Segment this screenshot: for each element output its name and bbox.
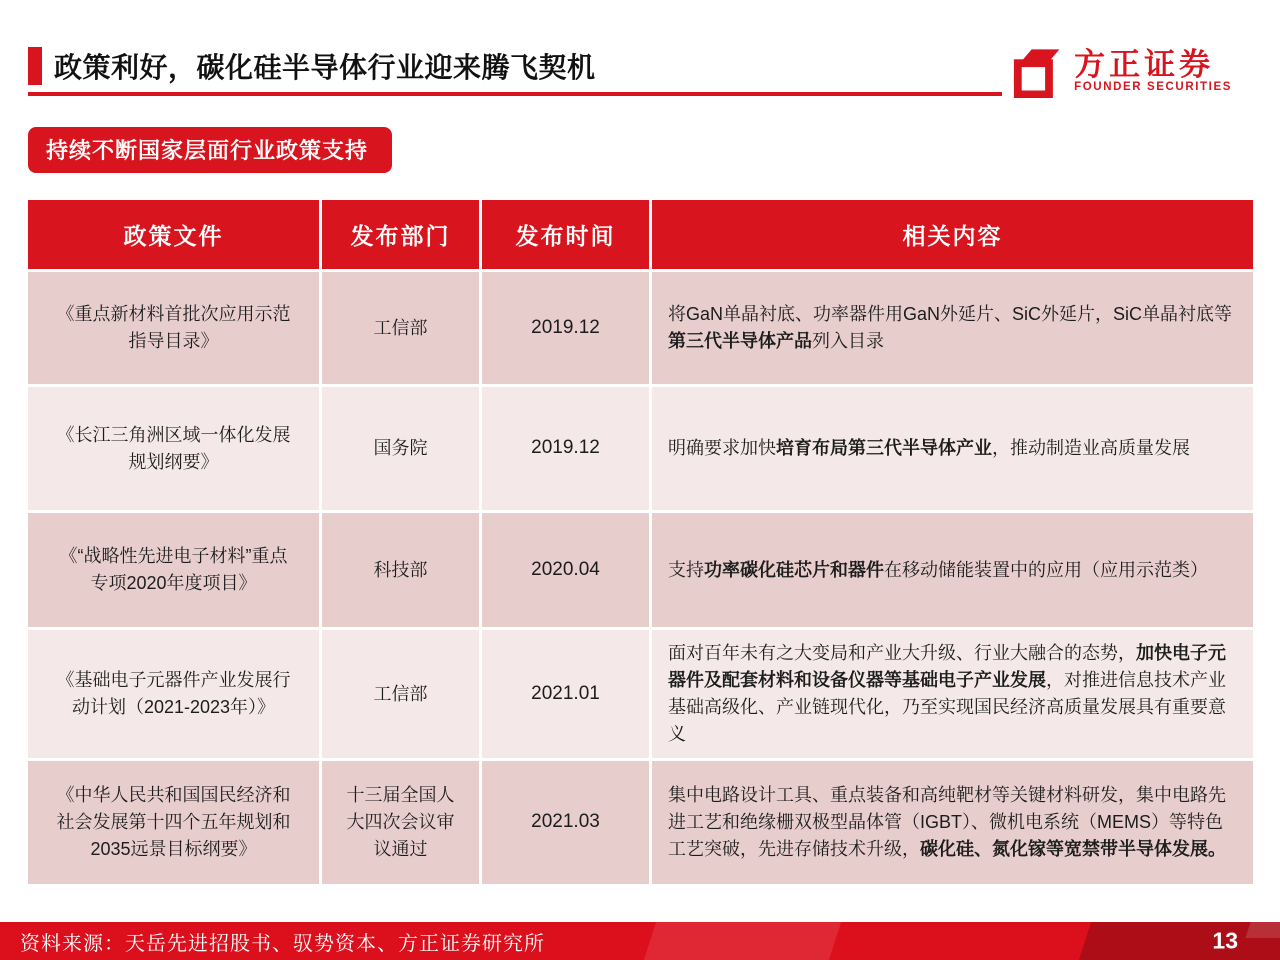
logo-cn-text: 方正证券: [1074, 46, 1215, 82]
content-segment: 明确要求加快: [668, 438, 776, 458]
department-cell: 工信部: [322, 272, 482, 387]
footer-bar: [0, 922, 1280, 960]
department-cell: 十三届全国人大四次会议审议通过: [322, 761, 482, 887]
content-cell: [652, 272, 1253, 387]
content-segment: 加快电子元器件及配套材料和设备仪器等基础电子产业发展: [668, 643, 1226, 690]
content-cell: [652, 761, 1253, 887]
content-cell: [652, 630, 1253, 761]
logo-text: [1074, 46, 1232, 94]
page-number: 13: [1212, 927, 1238, 954]
column-header-date: 发布时间: [482, 200, 652, 272]
table-row: [28, 387, 1253, 513]
policy-name-cell: 《长江三角洲区域一体化发展规划纲要》: [28, 387, 322, 513]
table-row: [28, 761, 1253, 887]
policy-name-cell: 《基础电子元器件产业发展行动计划（2021-2023年）》: [28, 630, 322, 761]
table-row: [28, 272, 1253, 387]
policy-name-cell: 《“战略性先进电子材料”重点专项2020年度项目》: [28, 513, 322, 630]
date-cell: 2021.03: [482, 761, 652, 887]
company-logo: [1010, 44, 1232, 98]
content-segment: ，对推进信息技术产业基础高级化、产业链现代化，乃至实现国民经济高质量发展具有重要意义: [668, 670, 1226, 744]
source-note: 资料来源：天岳先进招股书、驭势资本、方正证券研究所: [20, 932, 545, 955]
header: [28, 46, 596, 86]
content-segment: 列入目录: [812, 331, 884, 351]
footer-stripe: [642, 922, 843, 960]
footer-stripe: [1245, 922, 1280, 938]
column-header-policy: 政策文件: [28, 200, 322, 272]
table-row: [28, 630, 1253, 761]
policy-table: [28, 200, 1253, 887]
content-segment: 将GaN单晶衬底、功率器件用GaN外延片、SiC外延片，SiC单晶衬底等: [668, 304, 1233, 324]
policy-table-body: [28, 272, 1253, 887]
content-segment: 面对百年未有之大变局和产业大升级、行业大融合的态势，: [668, 643, 1136, 663]
policy-name-cell: 《重点新材料首批次应用示范指导目录》: [28, 272, 322, 387]
table-row: [28, 513, 1253, 630]
founder-cube-icon: [1010, 44, 1062, 98]
column-header-content: 相关内容: [652, 200, 1253, 272]
column-header-department: 发布部门: [322, 200, 482, 272]
content-segment: 第三代半导体产品: [668, 331, 812, 351]
content-segment: 培育布局第三代半导体产业: [776, 438, 992, 458]
content-segment: 功率碳化硅芯片和器件: [704, 559, 884, 580]
date-cell: 2019.12: [482, 272, 652, 387]
department-cell: 工信部: [322, 630, 482, 761]
content-segment: 支持: [668, 559, 704, 580]
content-cell: [652, 387, 1253, 513]
title-accent-bar: [28, 47, 42, 85]
content-cell: [652, 513, 1253, 630]
date-cell: 2020.04: [482, 513, 652, 630]
policy-name-cell: 《中华人民共和国国民经济和社会发展第十四个五年规划和2035远景目标纲要》: [28, 761, 322, 887]
content-segment: 碳化硅、氮化镓等宽禁带半导体发展。: [920, 839, 1226, 859]
content-segment: ，推动制造业高质量发展: [992, 438, 1190, 458]
department-cell: 国务院: [322, 387, 482, 513]
page-title: 政策利好，碳化硅半导体行业迎来腾飞契机: [54, 52, 596, 83]
logo-en-text: FOUNDER SECURITIES: [1074, 81, 1232, 94]
title-underline: [28, 92, 1002, 96]
date-cell: 2019.12: [482, 387, 652, 513]
section-badge: 持续不断国家层面行业政策支持: [28, 127, 392, 173]
policy-table-header: [28, 200, 1253, 272]
department-cell: 科技部: [322, 513, 482, 630]
content-segment: 在移动储能装置中的应用（应用示范类）: [884, 559, 1208, 580]
content-segment: 集中电路设计工具、重点装备和高纯靶材等关键材料研发，集中电路先进工艺和绝缘栅双极型晶体管（IGBT）、微机电系统（MEMS）等特色工艺突破，先进存储技术升级，: [668, 785, 1226, 859]
date-cell: 2021.01: [482, 630, 652, 761]
